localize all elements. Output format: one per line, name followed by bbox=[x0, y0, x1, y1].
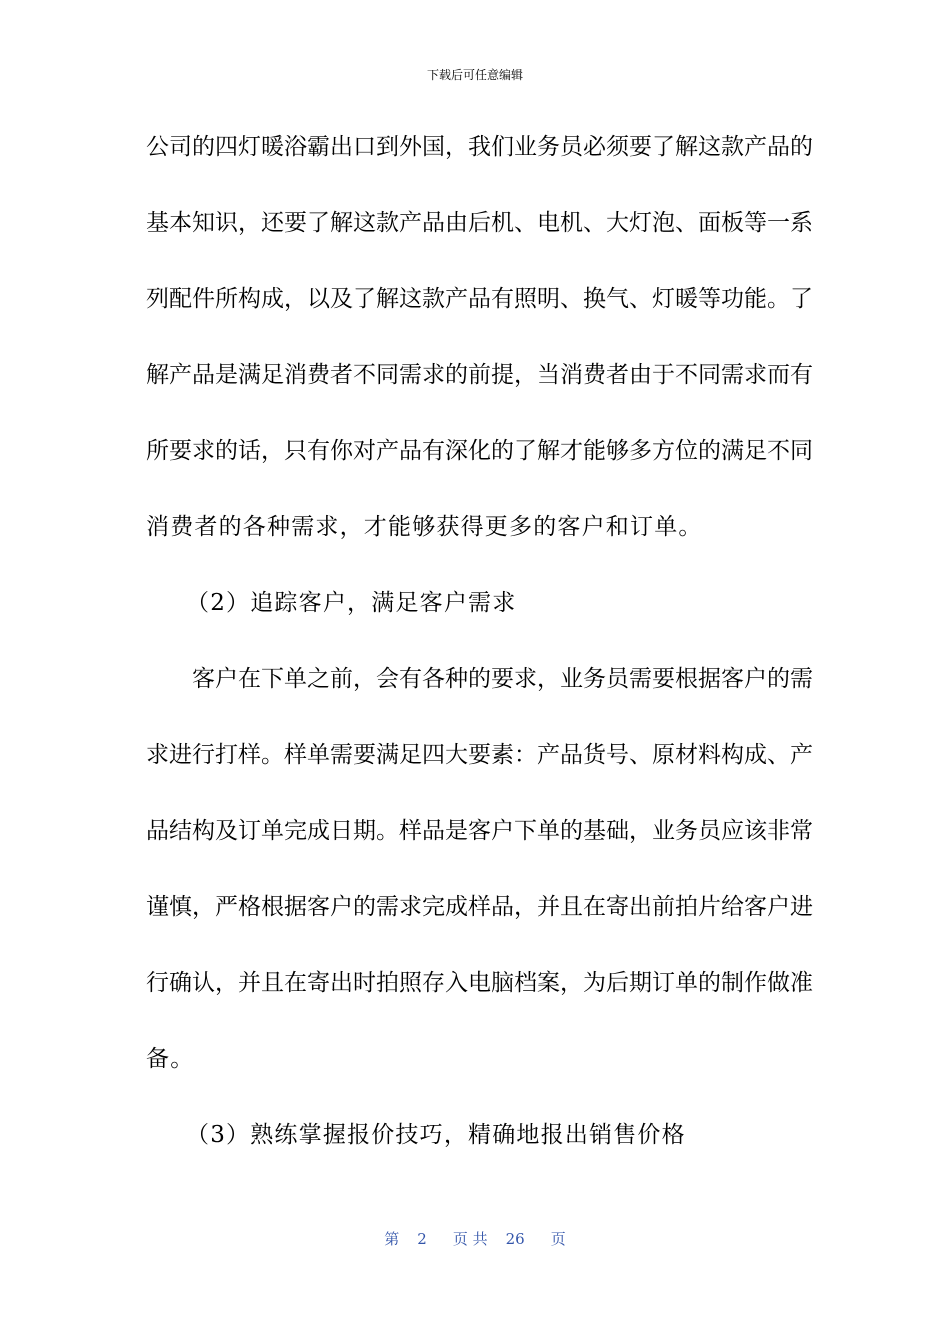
page-header: 下载后可任意编辑 bbox=[426, 68, 523, 82]
paragraph-line: 所要求的话，只有你对产品有深化的了解才能够多方位的满足不同 bbox=[146, 438, 813, 464]
paragraph-line: 公司的四灯暖浴霸出口到外国，我们业务员必须要了解这款产品的 bbox=[146, 134, 813, 160]
footer-total-pages: 26 bbox=[505, 1230, 525, 1248]
paragraph-line: 求进行打样。样单需要满足四大要素：产品货号、原材料构成、产 bbox=[146, 742, 813, 768]
footer-middle: 页 共 bbox=[452, 1230, 488, 1248]
paragraph-line: 列配件所构成，以及了解这款产品有照明、换气、灯暖等功能。了 bbox=[146, 286, 813, 312]
section-heading: （3）熟练掌握报价技巧，精确地报出销售价格 bbox=[186, 1122, 686, 1148]
paragraph-line: 消费者的各种需求，才能够获得更多的客户和订单。 bbox=[146, 514, 703, 540]
footer-suffix: 页 bbox=[550, 1230, 566, 1248]
body-text bbox=[146, 131, 813, 1195]
footer-prefix: 第 bbox=[384, 1230, 400, 1248]
footer-page-number: 2 bbox=[417, 1230, 427, 1248]
paragraph-line: 解产品是满足消费者不同需求的前提，当消费者由于不同需求而有 bbox=[146, 362, 813, 388]
paragraph-line: 行确认，并且在寄出时拍照存入电脑档案，为后期订单的制作做准 bbox=[146, 970, 813, 996]
paragraph-line: 客户在下单之前，会有各种的要求，业务员需要根据客户的需 bbox=[192, 666, 813, 692]
paragraph-line: 基本知识，还要了解这款产品由后机、电机、大灯泡、面板等一系 bbox=[146, 210, 813, 236]
paragraph-line: 备。 bbox=[146, 1046, 195, 1072]
paragraph-line: 品结构及订单完成日期。样品是客户下单的基础，业务员应该非常 bbox=[146, 818, 813, 844]
section-heading: （2）追踪客户，满足客户需求 bbox=[186, 590, 517, 616]
page-footer bbox=[0, 1229, 950, 1249]
paragraph-line: 谨慎，严格根据客户的需求完成样品，并且在寄出前拍片给客户进 bbox=[146, 894, 813, 920]
